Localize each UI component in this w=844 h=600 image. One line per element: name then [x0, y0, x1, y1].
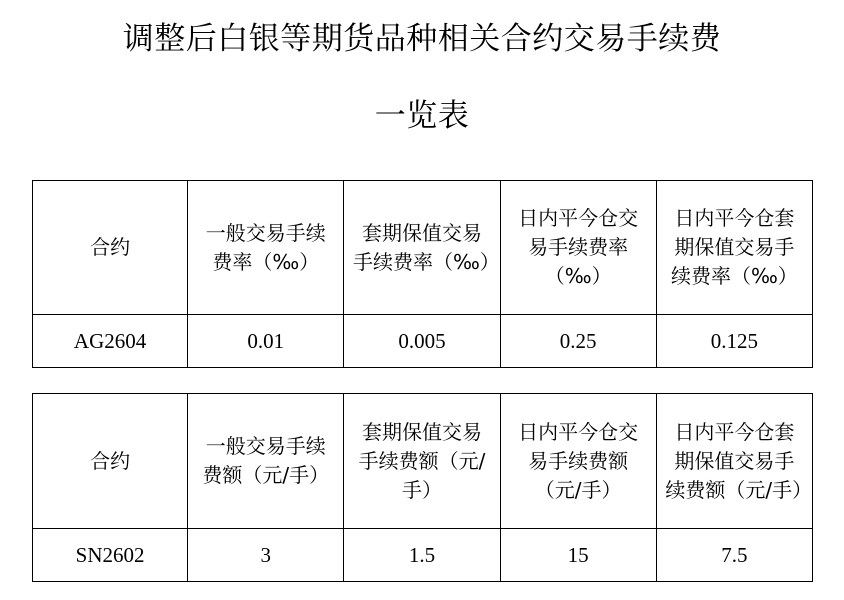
header-contract: 合约 — [33, 394, 188, 529]
table-row — [33, 315, 813, 368]
cell-intraday-close-hedging-fee-rate: 0.125 — [656, 315, 812, 368]
cell-general-fee-amount: 3 — [188, 529, 344, 582]
fee-amount-table — [32, 393, 813, 582]
cell-intraday-close-hedging-fee-amount: 7.5 — [656, 529, 812, 582]
header-intraday-close-hedging-fee-rate: 日内平今仓套期保值交易手续费率（‰） — [656, 181, 812, 315]
document-subtitle: 一览表 — [374, 98, 470, 134]
table-header-row — [33, 394, 813, 529]
header-intraday-close-hedging-fee-amount: 日内平今仓套期保值交易手续费额（元/手） — [656, 394, 812, 529]
header-general-fee-amount: 一般交易手续费额（元/手） — [188, 394, 344, 529]
header-hedging-fee-rate: 套期保值交易手续费率（‰） — [344, 181, 500, 315]
table-header-row — [33, 181, 813, 315]
cell-general-fee-rate: 0.01 — [188, 315, 344, 368]
header-intraday-close-fee-amount: 日内平今仓交易手续费额（元/手） — [500, 394, 656, 529]
header-contract: 合约 — [33, 181, 188, 315]
header-hedging-fee-amount: 套期保值交易手续费额（元/手） — [344, 394, 500, 529]
cell-intraday-close-fee-rate: 0.25 — [500, 315, 656, 368]
header-general-fee-rate: 一般交易手续费率（‰） — [188, 181, 344, 315]
cell-intraday-close-fee-amount: 15 — [500, 529, 656, 582]
table-row — [33, 529, 813, 582]
cell-contract: AG2604 — [33, 315, 188, 368]
header-intraday-close-fee-rate: 日内平今仓交易手续费率（‰） — [500, 181, 656, 315]
document-title: 调整后白银等期货品种相关合约交易手续费 — [122, 21, 722, 57]
cell-hedging-fee-amount: 1.5 — [344, 529, 500, 582]
cell-contract: SN2602 — [33, 529, 188, 582]
cell-hedging-fee-rate: 0.005 — [344, 315, 500, 368]
fee-rate-table — [32, 180, 813, 368]
